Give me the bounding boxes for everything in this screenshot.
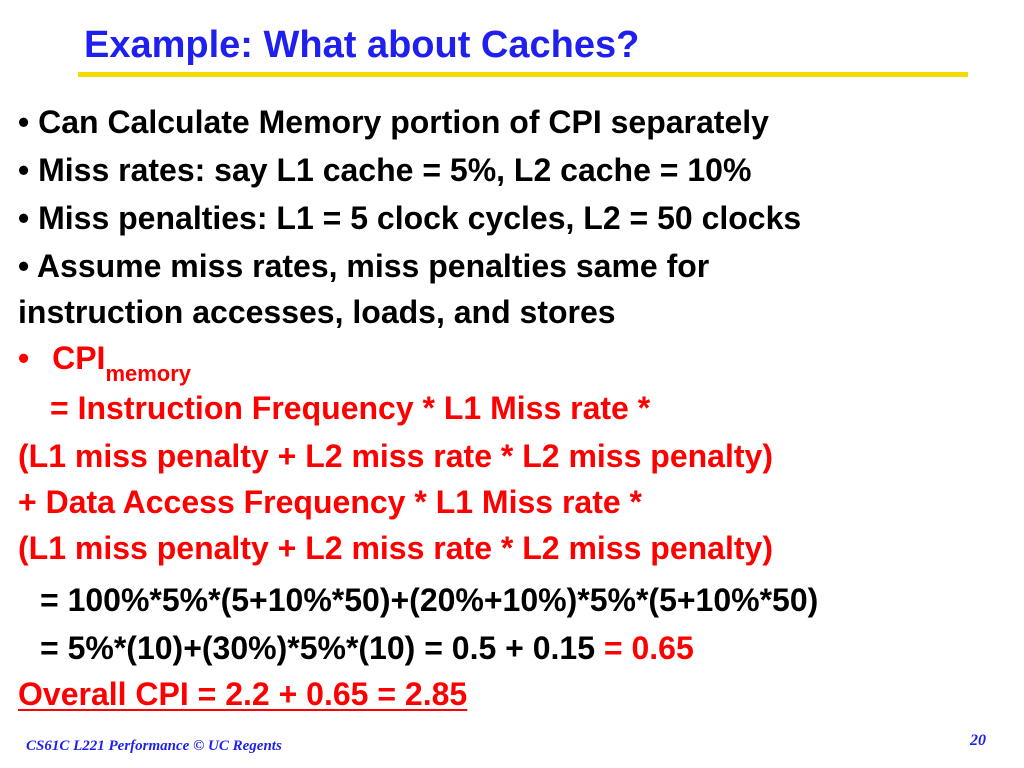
cpi-formula-line1: = Instruction Frequency * L1 Miss rate *: [50, 390, 651, 426]
cpi-formula-line3: + Data Access Frequency * L1 Miss rate *: [18, 484, 642, 520]
cpi-memory-heading: [18, 340, 192, 386]
bullet-assume-same-line2: instruction accesses, loads, and stores: [18, 294, 616, 330]
overall-cpi-result: [18, 676, 467, 713]
cpi-calculation-line1: = 100%*5%*(5+10%*50)+(20%+10%)*5%*(5+10%*50): [40, 582, 819, 618]
cpi-bullet: •: [18, 340, 30, 376]
bullet-miss-penalties: • Miss penalties: L1 = 5 clock cycles, L2 = 50 clocks: [18, 200, 802, 236]
bullet-miss-rates: • Miss rates: say L1 cache = 5%, L2 cache = 10%: [18, 152, 752, 188]
cpi-subscript: memory: [105, 361, 192, 386]
bullet-assume-same-line1: • Assume miss rates, miss penalties same for: [18, 248, 710, 284]
cpi-formula-line4: (L1 miss penalty + L2 miss rate * L2 miss penalty): [18, 530, 773, 566]
slide-title: Example: What about Caches?: [84, 24, 640, 66]
footer-course-credit: CS61C L221 Performance © UC Regents: [26, 738, 282, 754]
cpi-label: CPI: [52, 340, 106, 376]
cpi-calculation-terms: = 5%*(10)+(30%)*5%*(10) = 0.5 + 0.15: [40, 630, 595, 666]
bullet-calculate-memory-cpi: • Can Calculate Memory portion of CPI separately: [18, 104, 769, 140]
cpi-calculation-line2: [40, 630, 694, 667]
title-underline-rule: [78, 72, 968, 77]
footer-page-number: 20: [970, 732, 986, 749]
cpi-memory-result: = 0.65: [603, 630, 694, 666]
cpi-formula-line2: (L1 miss penalty + L2 miss rate * L2 miss penalty): [18, 438, 773, 474]
overall-cpi-text: Overall CPI = 2.2 + 0.65 = 2.85: [18, 676, 468, 712]
